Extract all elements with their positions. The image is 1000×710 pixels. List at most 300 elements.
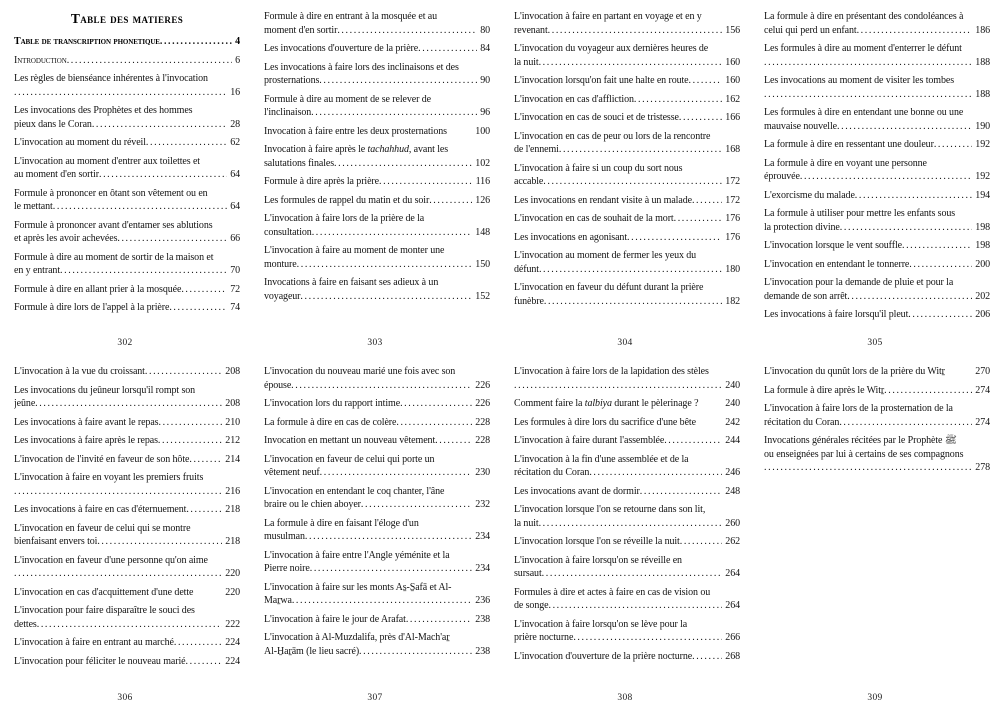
entry-last-line <box>14 636 240 650</box>
entry-page-number: 270 <box>972 365 990 379</box>
toc-entry <box>764 434 990 475</box>
entry-page-number: 72 <box>227 283 240 297</box>
toc-entry <box>764 258 990 272</box>
toc-entry <box>764 308 990 322</box>
entry-page-number: 224 <box>222 636 240 650</box>
toc-entry <box>514 618 740 645</box>
entry-text: L'invocation de l'invité en faveur de son hôte ..... <box>14 454 240 465</box>
entry-last-line <box>764 170 990 184</box>
entry-page-number: 152 <box>472 290 490 304</box>
entry-page-number: 64 <box>227 168 240 182</box>
entry-page-number: 70 <box>227 264 240 278</box>
entry-page-number: 230 <box>472 466 490 480</box>
entry-text: récitation du Coran ..... <box>764 417 990 428</box>
entry-last-line <box>264 645 490 659</box>
entry-text: L'invocation en entendant le tonnerre ..... <box>764 259 990 270</box>
entry-text: Invocation à faire entre les deux prosternations <box>264 125 447 137</box>
entry-text: Les invocations à faire avant le repas ..... <box>14 417 240 428</box>
entry-last-line <box>514 56 740 70</box>
toc-entry <box>514 42 740 69</box>
entry-page-number: 64 <box>227 200 240 214</box>
entry-text: en y entrant ..... <box>14 265 240 276</box>
page-folio: 308 <box>617 693 633 703</box>
entry-page-number: 116 <box>473 175 490 189</box>
entry-page-number: 192 <box>972 170 990 184</box>
entry-page-number: 186 <box>972 24 990 38</box>
toc-entry <box>764 138 990 152</box>
entry-text: épouse ..... <box>264 380 490 391</box>
page-folio: 307 <box>367 693 383 703</box>
toc-entry <box>14 155 240 182</box>
toc-entry <box>14 251 240 278</box>
entry-page-number: 236 <box>472 594 490 608</box>
toc-entry <box>264 212 490 239</box>
entry-line: L'invocation en faveur de celui qui porte un <box>264 453 435 465</box>
entry-last-line <box>264 530 490 544</box>
entry-page-number: 238 <box>472 613 490 627</box>
entry-page-number: 210 <box>222 416 240 430</box>
entry-text <box>764 57 990 68</box>
entry-last-line <box>514 111 740 125</box>
entry-last-line <box>14 301 240 315</box>
entry-last-line <box>514 397 740 411</box>
entry-text <box>764 89 990 100</box>
entry-line: L'invocation en entendant le coq chanter, l'âne <box>264 485 445 497</box>
entry-page-number: 218 <box>222 535 240 549</box>
entry-page-number: 198 <box>972 239 990 253</box>
entry-page-number: 74 <box>227 301 240 315</box>
entry-last-line <box>264 125 490 139</box>
entry-text: Maṟwa ..... <box>264 595 490 606</box>
entry-last-line <box>264 226 490 240</box>
toc-entry <box>14 636 240 650</box>
entry-line: L'invocation à faire lorsqu'on se lève pour la <box>514 618 688 630</box>
entry-line: La formule à dire en faisant l'éloge d'un <box>264 517 419 529</box>
entry-last-line <box>514 517 740 531</box>
entry-page-number: 264 <box>722 567 740 581</box>
toc-entry <box>514 485 740 499</box>
toc-entry <box>514 194 740 208</box>
entry-page-number: 160 <box>722 74 740 88</box>
entry-last-line <box>14 168 240 182</box>
entry-text: pieux dans le Coran ..... <box>14 119 240 130</box>
toc-entry <box>14 136 240 150</box>
entry-page-number: 200 <box>972 258 990 272</box>
entry-page-number: 102 <box>472 157 490 171</box>
entry-text: L'invocation à faire le jour de Arafat ..... <box>264 614 490 625</box>
toc-entry <box>514 130 740 157</box>
entry-text: L'invocation pour féliciter le nouveau marié ..... <box>14 656 240 667</box>
entry-page-number: 264 <box>722 599 740 613</box>
entry-line: L'invocation à faire lors de la prosternation de la <box>764 403 953 414</box>
entry-text: Les invocations en agonisant ..... <box>514 232 740 243</box>
entry-page-number: 66 <box>227 232 240 246</box>
entry-page-number: 192 <box>972 138 990 152</box>
toc-entry <box>14 416 240 430</box>
entry-text: Comment faire la talbiya durant le pèlerinage ? <box>514 398 699 409</box>
toc-entry <box>514 10 740 37</box>
entry-page-number: 274 <box>972 384 990 398</box>
entry-text: Les invocations à faire lorsqu'il pleut ..... <box>764 309 990 320</box>
toc-entry <box>14 453 240 467</box>
toc-entry <box>264 143 490 170</box>
page-folio: 306 <box>117 693 133 703</box>
toc-title: Table des matieres <box>70 11 184 26</box>
toc-entry <box>14 35 240 49</box>
entry-last-line <box>14 86 240 100</box>
entry-last-line <box>264 42 490 56</box>
toc-entry <box>14 283 240 297</box>
entry-line: L'invocation à Al-Muzdalifa, près d'Al-Mach'aṟ <box>264 632 450 643</box>
entry-last-line <box>764 221 990 235</box>
entry-page-number: 234 <box>472 562 490 576</box>
entry-text: L'invocation en cas d'acquittement d'une dette <box>14 586 194 598</box>
entry-line: L'invocation pour la demande de pluie et pour la <box>764 277 954 288</box>
entry-text: Pierre noire ..... <box>264 563 490 574</box>
entry-last-line <box>14 200 240 214</box>
entry-last-line <box>514 485 740 499</box>
toc-entry <box>14 187 240 214</box>
page-folio: 305 <box>867 338 883 348</box>
entry-text: accable ..... <box>514 176 740 187</box>
entry-line: La formule à dire en présentant des condoléances à <box>764 11 964 22</box>
entry-last-line <box>764 239 990 253</box>
toc-entry <box>264 194 490 208</box>
entry-text: le mettant ..... <box>14 201 240 212</box>
page-folio: 309 <box>867 693 883 703</box>
toc-page-305 <box>750 0 1000 355</box>
entry-last-line <box>514 567 740 581</box>
entry-last-line <box>14 35 240 49</box>
entry-last-line <box>14 54 240 68</box>
entry-page-number: 234 <box>472 530 490 544</box>
entry-text: L'invocation d'ouverture de la prière nocturne ..... <box>514 651 740 662</box>
entry-page-number: 214 <box>222 453 240 467</box>
entry-page-number: 260 <box>722 517 740 531</box>
toc-entry <box>14 54 240 68</box>
entry-text: consultation ..... <box>264 227 490 238</box>
entry-text: au moment d'en sortir ..... <box>14 169 240 180</box>
entry-last-line <box>514 24 740 38</box>
entry-text: monture ..... <box>264 259 490 270</box>
entry-last-line <box>764 461 990 475</box>
entry-page-number: 100 <box>472 125 490 139</box>
entry-line: Formule à prononcer avant d'entamer ses ablutions <box>14 219 213 231</box>
entry-last-line <box>764 24 990 38</box>
entry-page-number: 278 <box>972 461 990 475</box>
toc-entry <box>514 249 740 276</box>
entry-page-number: 190 <box>972 120 990 134</box>
entry-last-line <box>14 503 240 517</box>
toc-entry <box>264 485 490 512</box>
toc-entry <box>264 244 490 271</box>
toc-entry <box>764 276 990 303</box>
toc-page-304 <box>500 0 750 355</box>
toc-entry <box>264 613 490 627</box>
entry-text: Introduction ..... <box>14 55 240 66</box>
entry-last-line <box>514 175 740 189</box>
entry-line: L'invocation en faveur d'une personne qu'on aime <box>14 554 208 566</box>
entry-last-line <box>14 118 240 132</box>
entry-page-number: 208 <box>222 397 240 411</box>
entry-last-line <box>14 655 240 669</box>
entry-page-number: 212 <box>222 434 240 448</box>
entry-page-number: 246 <box>722 466 740 480</box>
entry-page-number: 248 <box>722 485 740 499</box>
entry-line: Formule à dire au moment de se relever de <box>264 93 431 105</box>
entry-line: Invocations générales récitées par le Prophète ﷺ <box>764 435 957 446</box>
toc-page-309 <box>750 355 1000 710</box>
entry-page-number: 188 <box>972 56 990 70</box>
entry-line: L'invocation à faire entre l'Angle yéménite et la <box>264 549 450 561</box>
toc-entry <box>14 384 240 411</box>
entry-text: Les formules à dire lors du sacrifice d'une bête <box>514 416 696 428</box>
entry-line: L'invocation au moment de fermer les yeux du <box>514 250 697 261</box>
entry-page-number: 172 <box>722 175 740 189</box>
entry-last-line <box>514 434 740 448</box>
entry-page-number: 216 <box>222 485 240 499</box>
toc-entry <box>14 72 240 99</box>
toc-entry <box>14 586 240 600</box>
entry-page-number: 150 <box>472 258 490 272</box>
entry-page-number: 148 <box>472 226 490 240</box>
toc-entry <box>514 434 740 448</box>
entry-last-line <box>14 365 240 379</box>
toc-entry <box>764 365 990 379</box>
entry-text: éprouvée ..... <box>764 171 990 182</box>
entry-text: Les invocations à faire en cas d'éternuement ..... <box>14 504 240 515</box>
toc-entry <box>264 397 490 411</box>
entry-text: Formule à dire en allant prier à la mosquée ..... <box>14 284 240 295</box>
entry-text: moment d'en sortir ..... <box>264 25 490 36</box>
entry-page-number: 188 <box>972 88 990 102</box>
entry-text: la protection divine ..... <box>764 222 990 233</box>
entry-line: L'invocation à la fin d'une assemblée et de la <box>514 453 689 465</box>
entry-line: Les règles de bienséance inhérentes à l'invocation <box>14 73 208 84</box>
entry-page-number: 228 <box>472 434 490 448</box>
entry-line: L'invocation à faire lors de la prière de la <box>264 213 425 224</box>
entry-text: L'invocation lorsque l'on se réveille la nuit ..... <box>514 536 740 547</box>
entry-text: L'invocation à faire durant l'assemblée ..... <box>514 435 740 446</box>
entry-line: Les invocations au moment de visiter les tombes <box>764 75 954 86</box>
entry-page-number: 222 <box>222 618 240 632</box>
entry-last-line <box>764 120 990 134</box>
entry-text: Les invocations d'ouverture de la prière ..... <box>264 43 490 54</box>
entry-text: Les invocations à faire après le repas ..... <box>14 435 240 446</box>
entry-line: ou enseignées par lui à certains de ses compagnons <box>764 448 964 460</box>
entry-page-number: 242 <box>722 416 740 430</box>
toc-entry <box>264 10 490 37</box>
entry-last-line <box>764 138 990 152</box>
entry-text: La formule à dire en cas de colère ..... <box>264 417 490 428</box>
toc-entry <box>764 384 990 398</box>
entry-page-number: 224 <box>222 655 240 669</box>
entry-text: L'invocation lorsqu'on fait une halte en route ..... <box>514 75 740 86</box>
entry-page-number: 208 <box>222 365 240 379</box>
entry-text: L'invocation du qunût lors de la prière du Witṟ <box>764 366 945 377</box>
entry-last-line <box>764 290 990 304</box>
entry-line: Les invocations des Prophètes et des hommes <box>14 105 193 116</box>
entry-last-line <box>764 88 990 102</box>
entry-line: L'invocation à faire au moment de monter une <box>264 245 445 256</box>
entry-last-line <box>764 258 990 272</box>
entry-last-line <box>514 416 740 430</box>
toc-entry <box>764 207 990 234</box>
entry-text: Formule à dire après la prière ..... <box>264 176 490 187</box>
entry-last-line <box>14 232 240 246</box>
entry-text: demande de son arrêt ..... <box>764 291 990 302</box>
entry-page-number: 126 <box>472 194 490 208</box>
entry-page-number: 244 <box>722 434 740 448</box>
entry-text <box>14 87 240 98</box>
entry-page-number: 262 <box>722 535 740 549</box>
entry-last-line <box>764 189 990 203</box>
entry-last-line <box>14 535 240 549</box>
entry-last-line <box>264 74 490 88</box>
entry-page-number: 240 <box>722 397 740 411</box>
entry-text: récitation du Coran ..... <box>514 467 740 478</box>
entry-text: L'invocation à faire en entrant au marché ..... <box>14 637 240 648</box>
toc-page-303 <box>250 0 500 355</box>
entry-page-number: 4 <box>232 35 240 49</box>
entry-last-line <box>514 93 740 107</box>
entry-text: Al-H̱aṟām (le lieu sacré) ..... <box>264 646 490 657</box>
entry-last-line <box>264 24 490 38</box>
entry-text: L'invocation en cas de souci et de tristesse ..... <box>514 112 740 123</box>
entry-last-line <box>14 416 240 430</box>
entry-text: Les formules de rappel du matin et du soir ..... <box>264 195 490 206</box>
entry-last-line <box>264 175 490 189</box>
entry-page-number: 274 <box>972 416 990 430</box>
entry-last-line <box>264 397 490 411</box>
entry-line: L'invocation à faire si un coup du sort nous <box>514 162 683 174</box>
entry-text: l'inclinaison ..... <box>264 107 490 118</box>
entry-page-number: 90 <box>477 74 490 88</box>
entry-line: Formules à dire et actes à faire en cas de vision ou <box>514 586 711 598</box>
entry-text: la nuit ..... <box>514 518 740 529</box>
entry-line: Les formules à dire en entendant une bonne ou une <box>764 107 964 118</box>
entry-last-line <box>14 283 240 297</box>
entry-text: L'invocation en cas de souhait de la mort ..... <box>514 213 740 224</box>
entry-line: L'invocation pour faire disparaître le souci des <box>14 605 195 616</box>
entry-text: braire ou le chien aboyer ..... <box>264 499 490 510</box>
entry-page-number: 28 <box>227 118 240 132</box>
entry-text <box>14 486 240 497</box>
toc-entry <box>264 517 490 544</box>
entry-text <box>764 462 990 473</box>
toc-entry <box>264 276 490 303</box>
toc-entry <box>764 42 990 69</box>
entry-last-line <box>264 290 490 304</box>
entry-line: L'invocation à faire en voyant les premiers fruits <box>14 472 204 483</box>
entry-page-number: 226 <box>472 379 490 393</box>
toc-entry <box>264 581 490 608</box>
entry-last-line <box>514 631 740 645</box>
entry-text <box>14 568 240 579</box>
entry-line: L'invocation en faveur de celui qui se montre <box>14 522 191 534</box>
entry-text: Table de transcription phonetique ..... <box>14 36 240 47</box>
entry-line: Les formules à dire au moment d'enterrer le défunt <box>764 43 962 54</box>
entry-last-line <box>14 453 240 467</box>
entry-text: salutations finales ..... <box>264 158 490 169</box>
entry-page-number: 176 <box>722 212 740 226</box>
toc-entry <box>14 604 240 631</box>
entry-last-line <box>14 434 240 448</box>
entry-last-line <box>264 194 490 208</box>
toc-entry <box>264 125 490 139</box>
toc-entry <box>14 522 240 549</box>
entry-page-number: 168 <box>722 143 740 157</box>
entry-text: celui qui perd un enfant ..... <box>764 25 990 36</box>
entry-last-line <box>264 157 490 171</box>
entry-last-line <box>264 613 490 627</box>
toc-entry <box>514 74 740 88</box>
entry-last-line <box>514 535 740 549</box>
toc-entry <box>264 93 490 120</box>
entry-page-number: 232 <box>472 498 490 512</box>
entry-page-number: 202 <box>972 290 990 304</box>
toc-entry <box>14 503 240 517</box>
toc-entry <box>514 416 740 430</box>
toc-entry <box>14 655 240 669</box>
entry-text: de songe ..... <box>514 600 740 611</box>
entry-page-number: 198 <box>972 221 990 235</box>
entry-page-number: 6 <box>232 54 240 68</box>
entry-page-number: 194 <box>972 189 990 203</box>
entry-line: L'invocation à faire lors de la lapidation des stèles <box>514 366 709 377</box>
entry-text: revenant ..... <box>514 25 740 36</box>
toc-page-306 <box>0 355 250 710</box>
toc-entry <box>14 219 240 246</box>
toc-entry <box>264 453 490 480</box>
entry-line: L'invocation à faire sur les monts As̱-S̱afā et Al- <box>264 581 452 593</box>
page-folio: 303 <box>367 338 383 348</box>
toc-entry <box>764 402 990 429</box>
entry-line: Les invocations du jeûneur lorsqu'il rompt son <box>14 384 196 396</box>
entry-last-line <box>264 106 490 120</box>
entry-last-line <box>14 264 240 278</box>
entry-text: La formule à dire après le Witṟ ..... <box>764 385 990 396</box>
entry-text: L'invocation lors du rapport intime ..... <box>264 398 490 409</box>
entry-page-number: 238 <box>472 645 490 659</box>
entry-line: L'invocation à faire lorsqu'on se réveille en <box>514 554 682 566</box>
entry-text <box>514 380 740 391</box>
entry-page-number: 220 <box>222 586 240 600</box>
entry-text: L'invocation à la vue du croissant ..... <box>14 366 240 377</box>
entry-page-number: 228 <box>472 416 490 430</box>
entry-page-number: 180 <box>722 263 740 277</box>
entry-last-line <box>14 136 240 150</box>
entry-line: Formule à dire en entrant à la mosquée et au <box>264 11 438 22</box>
entry-page-number: 240 <box>722 379 740 393</box>
toc-entry <box>764 106 990 133</box>
toc-entry <box>764 157 990 184</box>
entry-text: La formule à dire en ressentant une douleur ..... <box>764 139 990 150</box>
entry-text: de l'ennemi ..... <box>514 144 740 155</box>
toc-entry <box>514 554 740 581</box>
entry-last-line <box>264 434 490 448</box>
entry-line: L'invocation du nouveau marié une fois avec son <box>264 366 456 377</box>
entry-text: défunt ..... <box>514 264 740 275</box>
entry-last-line <box>14 618 240 632</box>
entry-last-line <box>764 365 990 379</box>
toc-entry <box>14 365 240 379</box>
entry-page-number: 266 <box>722 631 740 645</box>
entry-page-number: 220 <box>222 567 240 581</box>
toc-page-308 <box>500 355 750 710</box>
toc-entry <box>264 42 490 56</box>
entry-last-line <box>264 466 490 480</box>
